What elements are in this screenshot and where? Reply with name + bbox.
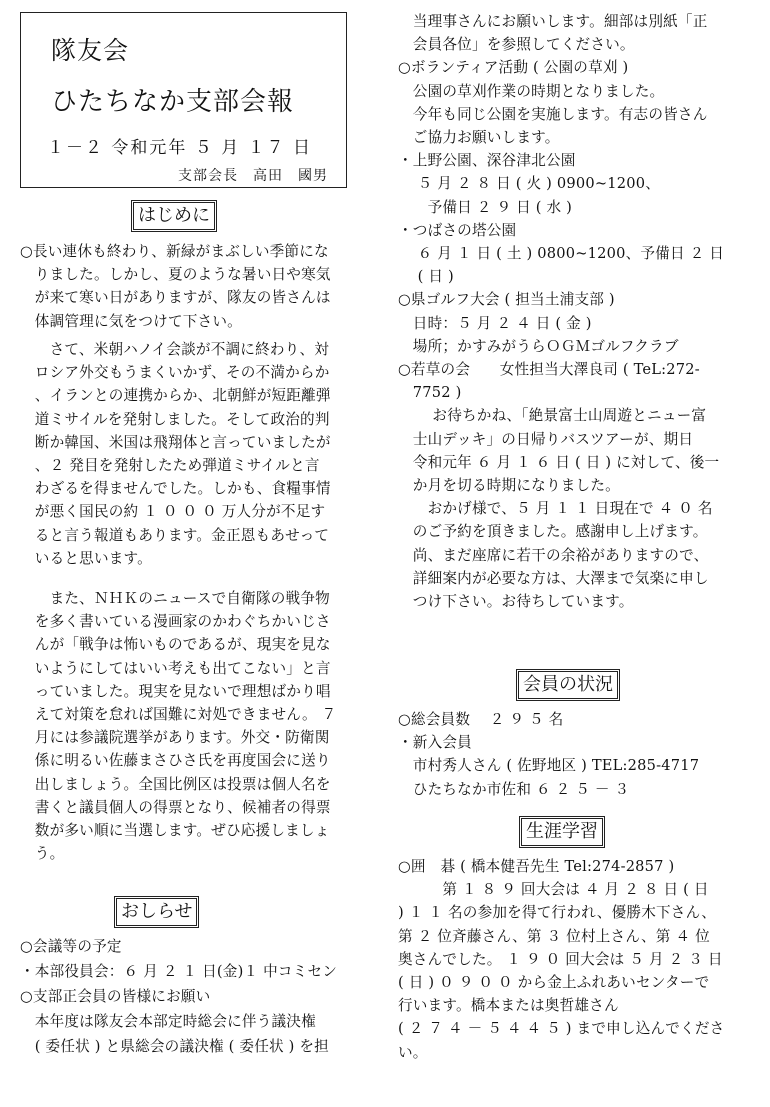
learning-heading: 生涯学習 xyxy=(521,818,603,846)
members-text: ○総会員数 ２ ９ ５ 名 ・新入会員 市村秀人さん ( 佐野地区 ) TEL:285-4717 ひたちなか市佐和 ６ ２ ５ － ３ xyxy=(398,711,700,798)
masthead-box xyxy=(20,12,347,188)
org-name: 隊友会 xyxy=(51,36,130,65)
intro-paragraph-3: また、ＮＨＫのニュースで自衛隊の戦争物 を多く書いている漫画家のかわぐちかいじさ んが「戦争は怖いものであるが、現実を見な いようにしてはいい考えも出てこない」と言 っていました。現実を見ないで理想ばかり唱 えて対策を怠れば国難に対処できません。 ７ 月には参議院選挙があります。外交・防衛関 係に明るい佐藤まさひさ氏を再度国会に送り 出しましょう。全国比例区は投票は個人名を 書くと議員個人の得票となり、候補者の得票 数が多い順に当選します。ぜひ応援しましょ う。 xyxy=(34,590,337,863)
learning-text: ○囲 碁 ( 橋本健吾先生 Tel:274-2857 ) 第 １ ８ ９ 回大会は ４ 月 ２ ８ 日 ( 日 ) １ １ 名の参加を得て行われ、優勝木下さん、 第 ２ 位斉藤さん、第 ３ 位村上さん、第 ４ 位 奥さんでした。 １ ９ ０ 回大会は ５ 月 ２ ３ 日 ( 日 ) ０ ９ ０ ０ から金上ふれあいセンターで 行います。橋本または奥哲雄さん ( ２ ７ ４ － ５ ４ ４ ５ ) まで申し込んでくださ い。 xyxy=(398,858,725,1061)
intro-heading: はじめに xyxy=(133,202,215,230)
notice-line-1: ○会議等の予定 xyxy=(20,938,122,955)
notice-line-5: ( 委任状 ) と県総会の議決権 ( 委任状 ) を担 xyxy=(20,1038,329,1055)
issue-date: １－２ 令和元年 ５ 月 １７ 日 xyxy=(47,138,313,158)
members-heading: 会員の状況 xyxy=(518,671,618,699)
intro-paragraph-1: ○長い連休も終わり、新緑がまぶしい季節にな りました。しかし、夏のような暑い日や寒気 が来て寒い日がありますが、隊友の皆さんは 体調管理に気をつけて下さい。 xyxy=(20,243,331,330)
activities-text: 当理事さんにお願いします。細部は別紙「正 会員各位」を参照してください。 ○ボランティア活動 ( 公園の草刈 ) 公園の草刈作業の時期となりました。 今年も同じ公園を実施します。有志の皆さん ご協力お願いします。 ・上野公園、深谷津北公園 ５ 月 ２ ８ 日 ( 火 ) 0900~1200、 予備日 ２ ９ 日 ( 水 ) ・つばさの塔公園 ６ 月 １ 日 ( 土 ) 0800~1200、予備日 ２ 日 ( 日 ) ○県ゴルフ大会 ( 担当土浦支部 ) 日時：５ 月 ２ ４ 日 ( 金 ) 場所；かすみがうらＯＧＭゴルフクラブ ○若草の会 女性担当大澤良司 ( TeL:272- 7752 ) お待ちかね、「絶景富士山周遊とニュー富 士山デッキ」の日帰りバスツアーが、期日 令和元年 ６ 月 １ ６ 日 ( 日 ) に対して、後一 か月を切る時期になりました。 おかげ様で、５ 月 １ １ 日現在で ４ ０ 名 のご予約を頂きました。感謝申し上げます。 尚、まだ座席に若干の余裕がありますので、 詳細案内が必要な方は、大澤まで気楽に申し つけ下さい。お待ちしています。 xyxy=(398,13,725,611)
newsletter-title: ひたちなか支部会報 xyxy=(51,87,295,117)
notice-line-2: ・本部役員会：６ 月 ２ １ 日(金)１ 中コミセン xyxy=(20,963,338,980)
notice-line-4: 本年度は隊友会本部定時総会に伴う議決権 xyxy=(20,1013,316,1030)
intro-paragraph-2: さて、米朝ハノイ会談が不調に終わり、対 ロシア外交もうまくいかず、その不満からか 、イランとの連携からか、北朝鮮が短距離弾 道ミサイルを発射しました。そして政治的判 断か韓国、米国は飛翔体と言っていましたが 、２ 発目を発射したため弾道ミサイルと言 わざるを得ませんでした。しかも、食糧事情 が悪く国民の約 １ ０ ０ ０ 万人分が不足す ると言う報道もあります。金正恩もあせって いると思います。 xyxy=(34,341,331,567)
author-line: 支部会長 高田 國男 xyxy=(178,168,328,184)
notice-heading: おしらせ xyxy=(116,898,197,926)
notice-line-3: ○支部正会員の皆様にお願い xyxy=(20,988,211,1005)
